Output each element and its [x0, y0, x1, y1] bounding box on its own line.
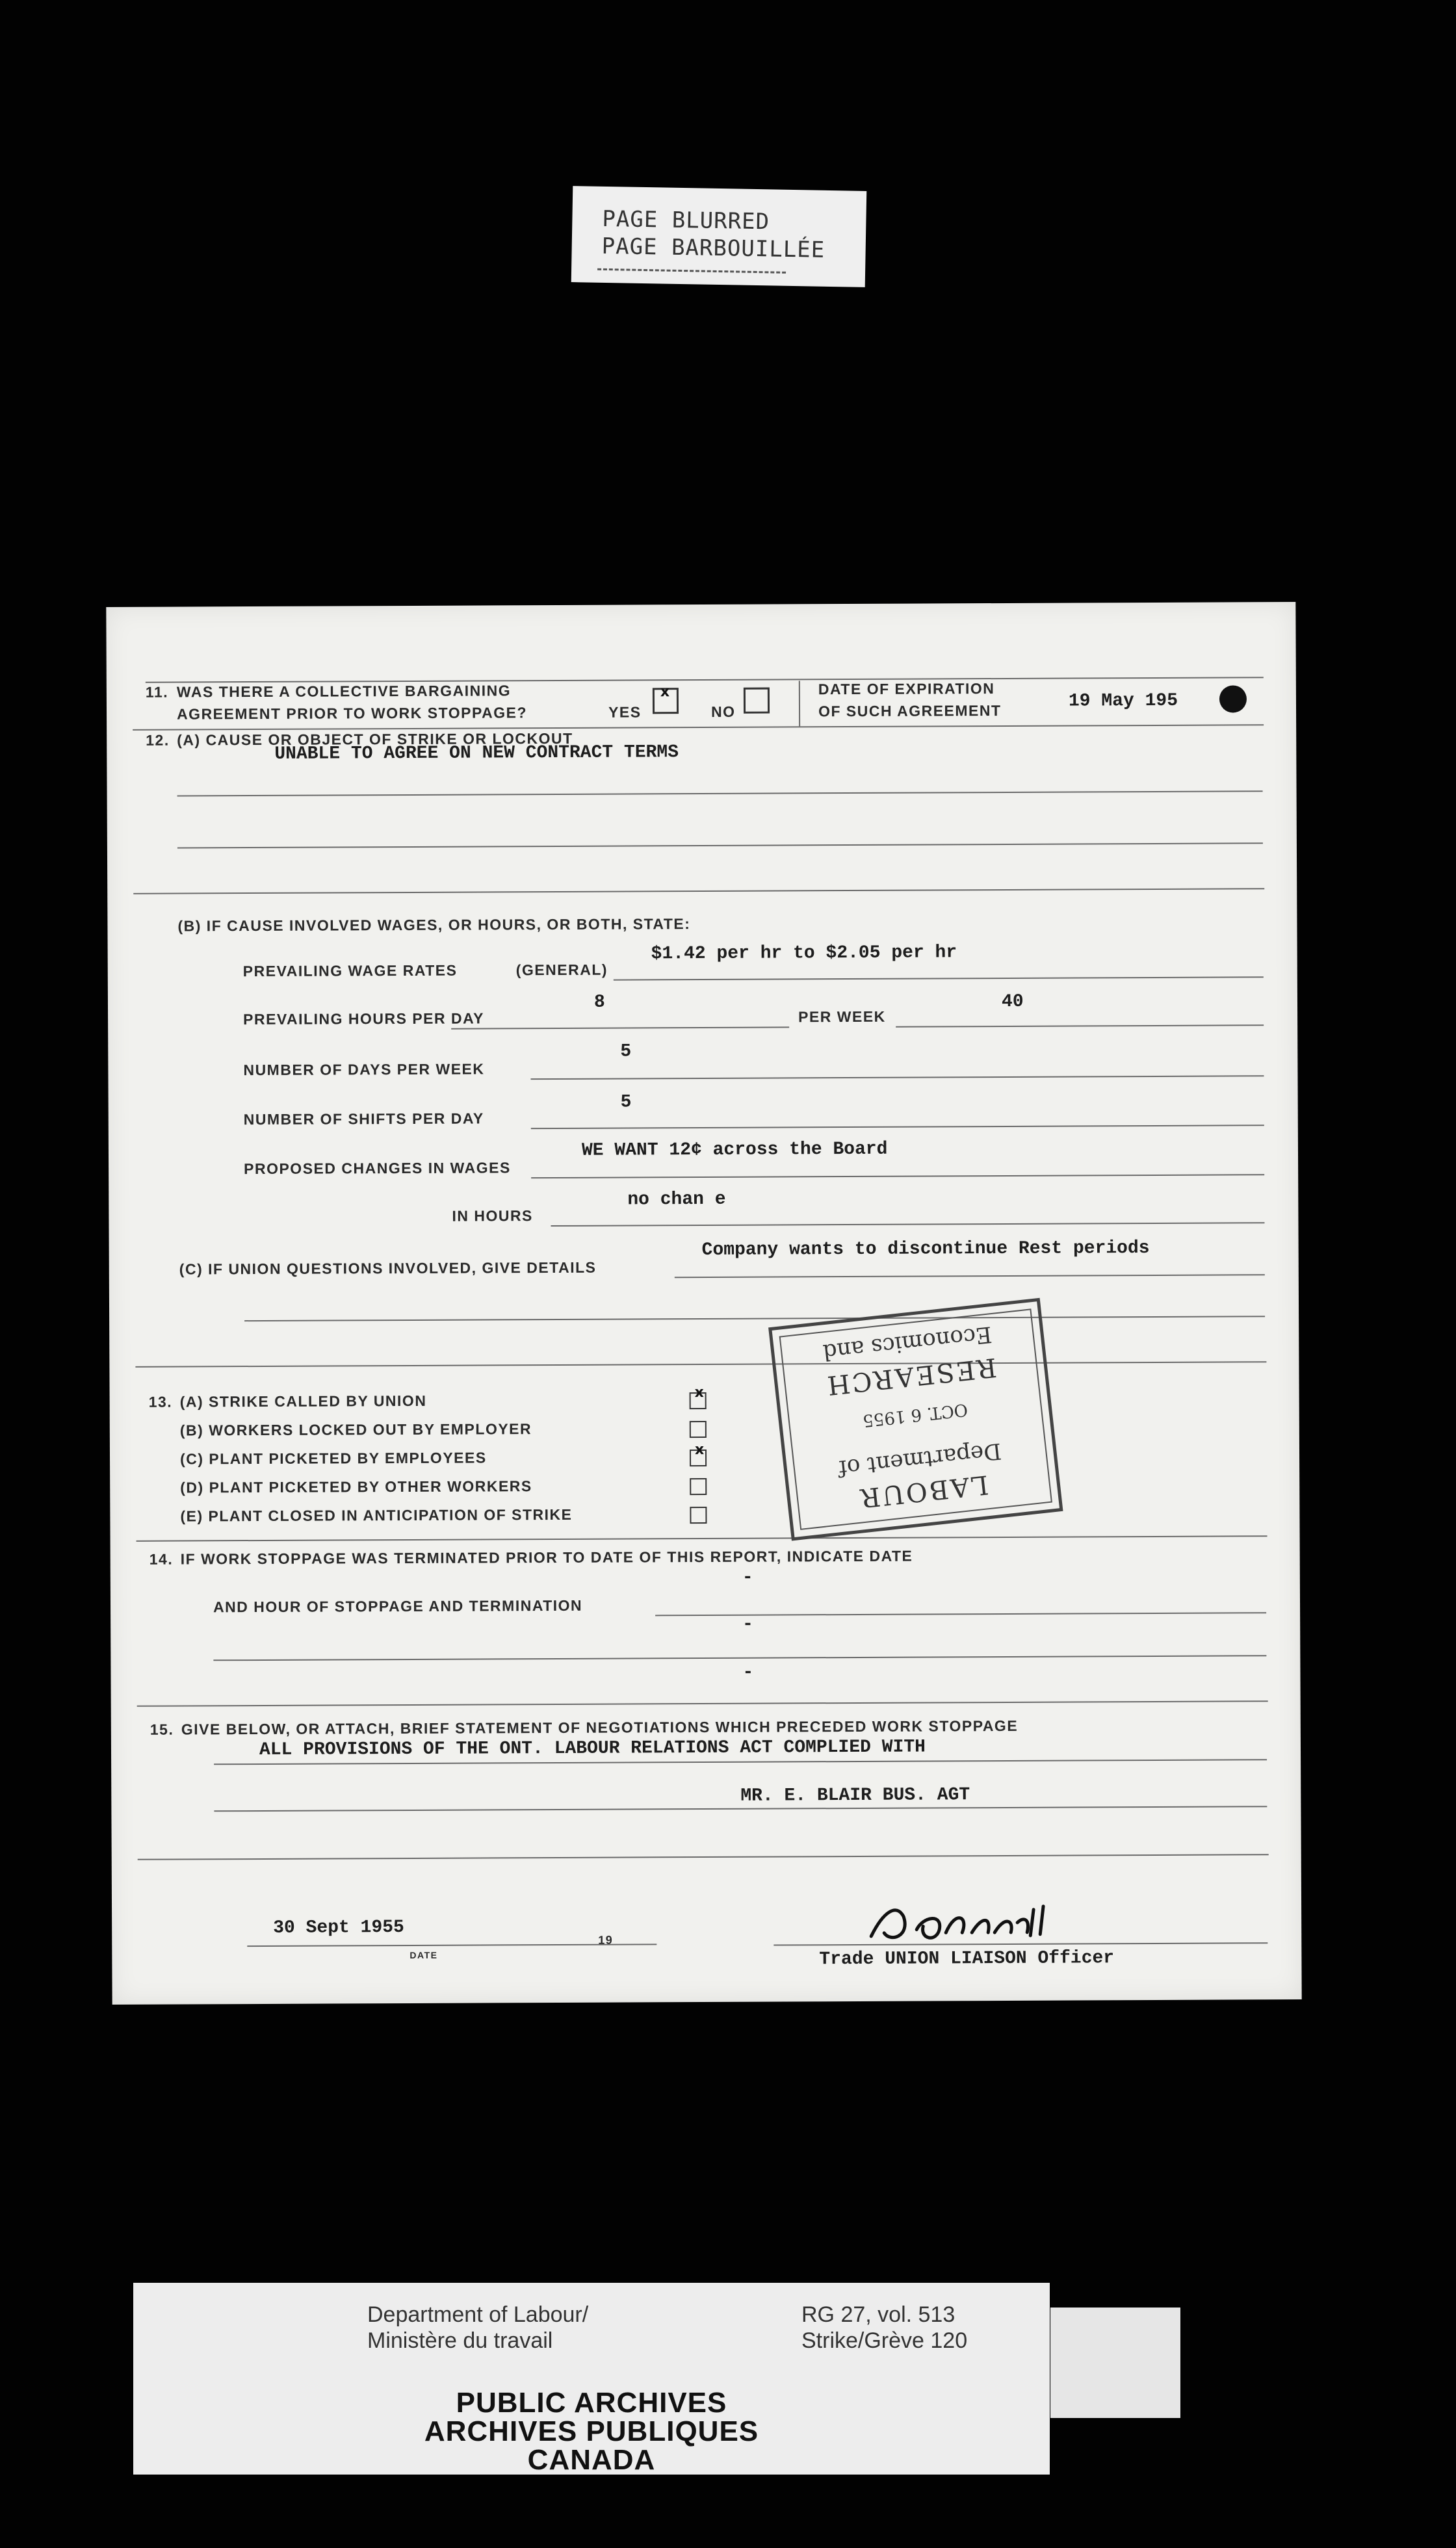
handwritten-signature: [858, 1896, 1079, 1949]
shifts-per-day-value: 5: [620, 1092, 632, 1113]
stamp-line1: Department of: [837, 1437, 1003, 1481]
stamp-line2: LABOUR: [857, 1469, 990, 1513]
stamp-line3: RESEARCH: [824, 1351, 998, 1401]
report-date: 30 Sept 1955: [273, 1918, 404, 1938]
answer-line: [177, 842, 1263, 848]
q13-number: 13.: [148, 1393, 173, 1410]
q11-yes-mark: x: [660, 684, 670, 701]
q13b-label: (B) WORKERS LOCKED OUT BY EMPLOYER: [179, 1420, 532, 1439]
stamp-date: OCT. 6 1955: [861, 1399, 969, 1431]
q12a-label: (A) CAUSE OR OBJECT OF STRIKE OR LOCKOUT: [177, 729, 573, 749]
divider: [133, 724, 1264, 731]
answer-line: [214, 1759, 1267, 1765]
archive-ref1: RG 27, vol. 513: [801, 2302, 956, 2327]
q15-value2: MR. E. BLAIR BUS. AGT: [740, 1785, 970, 1806]
page-blurred-notice: [571, 186, 867, 287]
archive-title1: PUBLIC ARCHIVES: [456, 2387, 727, 2419]
q15-value1: ALL PROVISIONS OF THE ONT. LABOUR RELATIONS ACT COMPLIED WITH: [259, 1737, 926, 1760]
q14-dash-2: -: [742, 1614, 754, 1635]
in-hours-value: no chan e: [627, 1189, 726, 1210]
answer-line: [675, 1274, 1265, 1278]
q11-expiry-label1: DATE OF EXPIRATION: [818, 680, 995, 698]
q12b-label: (B) IF CAUSE INVOLVED WAGES, OR HOURS, OR BOTH, STATE:: [177, 915, 691, 935]
wage-rates-label: PREVAILING WAGE RATES: [242, 961, 458, 980]
q15-number: 15.: [150, 1721, 174, 1738]
notice-underline: [597, 268, 786, 274]
changes-wages-label: PROPOSED CHANGES IN WAGES: [244, 1159, 511, 1178]
archive-title3: CANADA: [527, 2444, 656, 2476]
q12c-label: (C) IF UNION QUESTIONS INVOLVED, GIVE DETAILS: [179, 1258, 597, 1278]
date-caption: DATE: [410, 1949, 438, 1960]
divider: [799, 681, 800, 726]
divider: [135, 1361, 1266, 1368]
blur-notice-fr: PAGE BARBOUILLÉE: [601, 233, 826, 263]
q13c-label: (C) PLANT PICKETED BY EMPLOYEES: [179, 1449, 487, 1468]
dept-en: Department of Labour/: [367, 2302, 589, 2327]
general-label: (GENERAL): [515, 961, 608, 979]
shifts-per-day-label: NUMBER OF SHIFTS PER DAY: [243, 1110, 484, 1128]
answer-line: [214, 1806, 1267, 1812]
answer-line: [614, 976, 1264, 980]
q13e-label: (E) PLANT CLOSED IN ANTICIPATION OF STRIKE: [180, 1505, 573, 1525]
received-stamp: [768, 1298, 1063, 1541]
blot-mark: [1219, 685, 1247, 712]
q12c-value: Company wants to discontinue Rest periods: [701, 1238, 1150, 1261]
strike-report-form: [106, 602, 1301, 2005]
archive-ref2: Strike/Grève 120: [801, 2328, 968, 2353]
answer-line: [531, 1174, 1264, 1178]
answer-line: [551, 1222, 1264, 1227]
q11-question-line2: AGREEMENT PRIOR TO WORK STOPPAGE?: [176, 704, 528, 723]
signer-title: Trade UNION LIAISON Officer: [819, 1948, 1115, 1970]
q13c-mark: x: [694, 1442, 705, 1459]
q13b-checkbox: [690, 1421, 707, 1438]
q11-question-line1: WAS THERE A COLLECTIVE BARGAINING: [176, 682, 512, 701]
q11-yes-label: YES: [608, 703, 642, 721]
q13e-checkbox: [690, 1507, 707, 1524]
divider: [133, 888, 1264, 894]
q15-label: GIVE BELOW, OR ATTACH, BRIEF STATEMENT OF NEGOTIATIONS WHICH PRECEDED WORK STOPPAGE: [181, 1717, 1019, 1738]
q11-no-label: NO: [710, 703, 736, 720]
divider: [136, 1535, 1268, 1542]
divider: [146, 677, 1264, 683]
q11-expiry-value: 19 May 195: [1068, 690, 1178, 712]
per-week-value: 40: [1001, 991, 1024, 1012]
public-archives-label: [133, 2283, 1050, 2475]
q12-number: 12.: [146, 731, 170, 749]
q13a-label: (A) STRIKE CALLED BY UNION: [179, 1392, 427, 1410]
answer-line: [244, 1316, 1265, 1321]
days-per-week-value: 5: [620, 1041, 632, 1062]
label-tab-right: [1050, 2308, 1180, 2418]
hours-per-day-label: PREVAILING HOURS PER DAY: [243, 1009, 484, 1028]
q11-no-checkbox: [744, 688, 770, 714]
divider: [137, 1700, 1268, 1707]
date-line: [247, 1944, 656, 1947]
q14-dash-1: -: [742, 1567, 753, 1588]
in-hours-label: IN HOURS: [452, 1207, 533, 1225]
answer-line: [530, 1075, 1264, 1080]
days-per-week-label: NUMBER OF DAYS PER WEEK: [243, 1060, 485, 1079]
stamp-line4: Economics and: [822, 1321, 993, 1366]
divider: [138, 1854, 1269, 1860]
q13d-label: (D) PLANT PICKETED BY OTHER WORKERS: [180, 1477, 532, 1496]
q12a-value: UNABLE TO AGREE ON NEW CONTRACT TERMS: [274, 742, 679, 764]
per-week-label: PER WEEK: [798, 1008, 886, 1026]
answer-line: [213, 1655, 1266, 1661]
q11-number: 11.: [145, 683, 169, 701]
q13a-mark: x: [694, 1384, 704, 1401]
wage-rates-value: $1.42 per hr to $2.05 per hr: [651, 942, 957, 965]
archive-title2: ARCHIVES PUBLIQUES: [424, 2415, 759, 2447]
answer-line: [177, 790, 1263, 796]
blur-notice-en: PAGE BLURRED: [602, 205, 770, 235]
q13d-checkbox: [690, 1478, 707, 1495]
q11-expiry-label2: OF SUCH AGREEMENT: [818, 701, 1002, 720]
answer-line: [531, 1124, 1264, 1129]
q14-line1: IF WORK STOPPAGE WAS TERMINATED PRIOR TO DATE OF THIS REPORT, INDICATE DATE: [180, 1547, 913, 1568]
q14-dash-3: -: [742, 1662, 754, 1683]
q14-number: 14.: [149, 1550, 174, 1568]
answer-line: [896, 1024, 1264, 1027]
changes-wages-value: WE WANT 12¢ across the Board: [581, 1139, 888, 1161]
hours-per-day-value: 8: [593, 992, 605, 1013]
dept-fr: Ministère du travail: [367, 2328, 553, 2353]
answer-line: [451, 1026, 789, 1029]
q14-line2: AND HOUR OF STOPPAGE AND TERMINATION: [213, 1596, 583, 1616]
year-prefix: 19: [598, 1933, 614, 1947]
